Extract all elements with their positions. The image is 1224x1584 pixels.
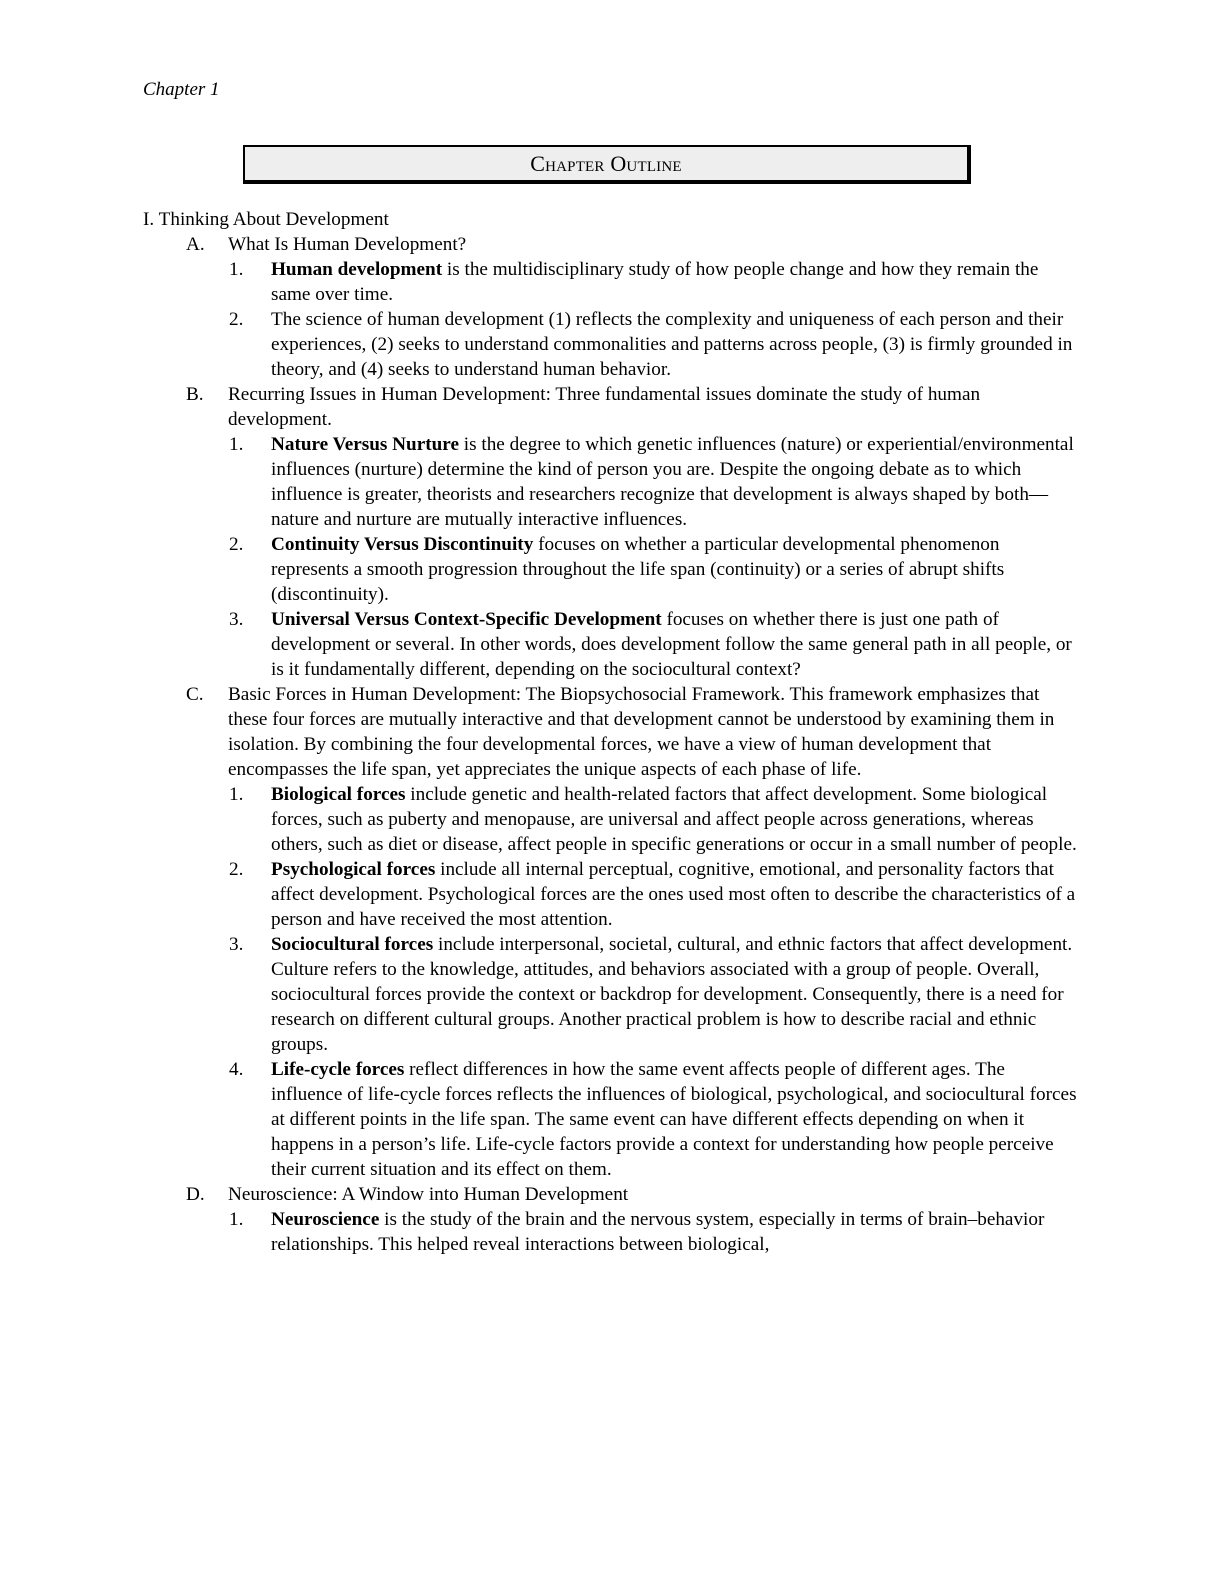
subsection-heading: Neuroscience: A Window into Human Development [228, 1184, 629, 1205]
item-description: focuses on whether a particular developmental phenomenon represents a smooth progression throughout the life span (continuity) or a series of abrupt shifts (discontinuity). [271, 534, 1005, 605]
item-marker: 3. [229, 934, 244, 955]
running-head: Chapter 1 [143, 79, 220, 100]
item-marker: 2. [229, 534, 244, 555]
item-marker: 1. [229, 784, 244, 805]
list-item [143, 857, 1078, 932]
list-item [143, 932, 1078, 1057]
chapter-outline-heading: Chapter Outline [243, 145, 971, 184]
outline-body [143, 207, 1078, 1257]
subsection-heading: What Is Human Development? [228, 234, 467, 255]
item-description: include all internal perceptual, cognitive, emotional, and personality factors that affect development. Psychological forces are the ones used most often to describe the characteristics of a person and have received the most attention. [271, 859, 1076, 930]
key-term: Neuroscience [271, 1209, 380, 1230]
item-text [271, 1207, 1078, 1257]
subsection-d [143, 1182, 1078, 1207]
key-term: Biological forces [271, 784, 406, 805]
key-term: Nature Versus Nurture [271, 434, 459, 455]
list-item [143, 1057, 1078, 1182]
item-marker: 1. [229, 434, 244, 455]
list-item [143, 1207, 1078, 1257]
item-description: reflect differences in how the same event affects people of different ages. The influence of life-cycle forces reflects the influences of biological, psychological, and sociocultural forces at different points in the life span. The same event can have different effects depending on when it happens in a person’s life. Life-cycle factors provide a context for understanding how people perceive their current situation and its effect on them. [271, 1059, 1077, 1180]
item-description: include interpersonal, societal, cultural, and ethnic factors that affect development. Culture refers to the knowledge, attitudes, and behaviors associated with a group of people. Overall, sociocultural forces provide the context or backdrop for development. Consequently, there is a need for research on different cultural groups. Another practical problem is how to describe racial and ethnic groups. [271, 934, 1073, 1055]
item-text [271, 1057, 1078, 1182]
subsection-marker: C. [186, 684, 204, 705]
item-marker: 2. [229, 859, 244, 880]
item-description: The science of human development (1) reflects the complexity and uniqueness of each person and their experiences, (2) seeks to understand commonalities and patterns across people, (3) is firmly grounded in theory, and (4) seeks to understand human behavior. [271, 309, 1073, 380]
key-term: Continuity Versus Discontinuity [271, 534, 534, 555]
item-text [271, 857, 1078, 932]
item-text [271, 532, 1078, 607]
list-item [143, 257, 1078, 307]
key-term: Psychological forces [271, 859, 436, 880]
item-marker: 3. [229, 609, 244, 630]
key-term: Life-cycle forces [271, 1059, 405, 1080]
item-text [271, 607, 1078, 682]
list-item [143, 782, 1078, 857]
item-text [271, 307, 1078, 382]
item-description: include genetic and health-related factors that affect development. Some biological forces, such as puberty and menopause, are universal and affect people across generations, whereas others, such as diet or disease, affect people in specific generations or occur in a small number of people. [271, 784, 1077, 855]
item-text [271, 782, 1078, 857]
list-item [143, 307, 1078, 382]
item-marker: 2. [229, 309, 244, 330]
item-marker: 1. [229, 1209, 244, 1230]
subsection-marker: D. [186, 1184, 205, 1205]
item-text [271, 932, 1078, 1057]
list-item [143, 432, 1078, 532]
subsection-marker: A. [186, 234, 205, 255]
subsection-c [143, 682, 1078, 782]
item-description: is the study of the brain and the nervous system, especially in terms of brain–behavior relationships. This helped reveal interactions between biological, [271, 1209, 1045, 1255]
item-text [271, 432, 1078, 532]
item-marker: 4. [229, 1059, 244, 1080]
outline-section-title: I. Thinking About Development [143, 209, 389, 230]
list-item [143, 607, 1078, 682]
subsection-b [143, 382, 1078, 432]
item-description: is the degree to which genetic influences (nature) or experiential/environmental influences (nurture) determine the kind of person you are. Despite the ongoing debate as to which influence is greater, theorists and researchers recognize that development is always shaped by both—nature and nurture are mutually interactive influences. [271, 434, 1074, 530]
item-text [271, 257, 1078, 307]
item-marker: 1. [229, 259, 244, 280]
key-term: Universal Versus Context-Specific Development [271, 609, 662, 630]
subsection-marker: B. [186, 384, 204, 405]
subsection-heading: Basic Forces in Human Development: The Biopsychosocial Framework. This framework emphasizes that these four forces are mutually interactive and that development cannot be understood by examining them in isolation. By combining the four developmental forces, we have a view of human development that encompasses the life span, yet appreciates the unique aspects of each phase of life. [228, 684, 1055, 780]
subsection-heading: Recurring Issues in Human Development: Three fundamental issues dominate the study of human development. [228, 384, 981, 430]
key-term: Sociocultural forces [271, 934, 434, 955]
key-term: Human development [271, 259, 443, 280]
item-description: is the multidisciplinary study of how people change and how they remain the same over time. [271, 259, 1039, 305]
item-description: focuses on whether there is just one path of development or several. In other words, does development follow the same general path in all people, or is it fundamentally different, depending on the sociocultural context? [271, 609, 1072, 680]
list-item [143, 532, 1078, 607]
subsection-a [143, 232, 1078, 257]
